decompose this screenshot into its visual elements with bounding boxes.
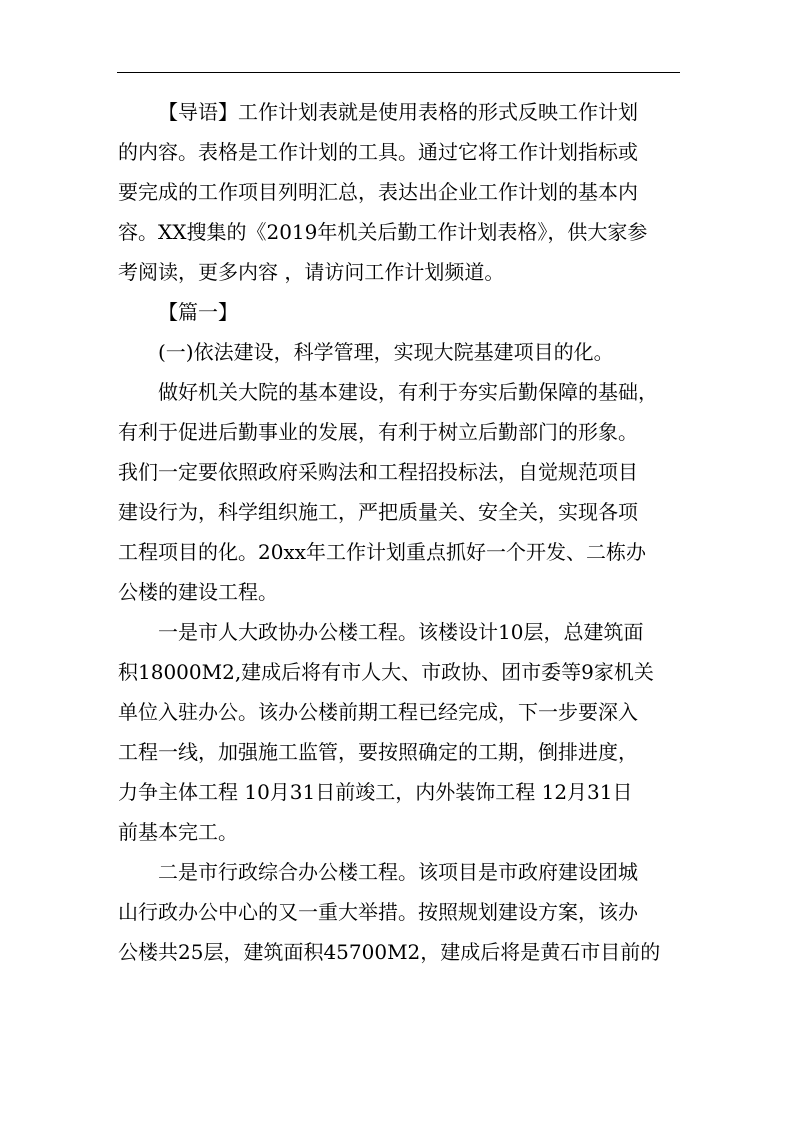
text-line: 山行政办公中心的又一重大举措。按照规划建设方案，该办 [118, 900, 638, 924]
text-line: 做好机关大院的基本建设，有利于夯实后勤保障的基础， [158, 380, 658, 404]
text-line: 【导语】工作计划表就是使用表格的形式反映工作计划 [158, 100, 638, 124]
text-line: 的内容。表格是工作计划的工具。通过它将工作计划指标或 [118, 140, 638, 164]
text-line: 积18000M2,建成后将有市人大、市政协、团市委等9家机关 [118, 660, 654, 684]
text-line: 一是市人大政协办公楼工程。该楼设计10层，总建筑面 [158, 620, 644, 644]
text-line: 前基本完工。 [118, 820, 238, 844]
text-line: 公楼的建设工程。 [118, 580, 278, 604]
subsection-heading: (一)依法建设，科学管理，实现大院基建项目的化。 [158, 340, 614, 364]
text-line: 考阅读，更多内容 ，请访问工作计划频道。 [118, 260, 505, 284]
text-line: 单位入驻办公。该办公楼前期工程已经完成，下一步要深入 [118, 700, 638, 724]
section-heading: 【篇一】 [158, 300, 238, 324]
text-line: 二是市行政综合办公楼工程。该项目是市政府建设团城 [158, 860, 638, 884]
document-body [118, 92, 678, 972]
text-line: 公楼共25层，建筑面积45700M2，建成后将是黄石市目前的 [118, 940, 661, 964]
text-line: 工程一线，加强施工监管，要按照确定的工期，倒排进度， [118, 740, 638, 764]
text-line: 有利于促进后勤事业的发展，有利于树立后勤部门的形象。 [118, 420, 638, 444]
text-line: 力争主体工程 10月31日前竣工，内外装饰工程 12月31日 [118, 780, 633, 804]
text-line: 我们一定要依照政府采购法和工程招投标法，自觉规范项目 [118, 460, 638, 484]
text-line: 容。XX搜集的《2019年机关后勤工作计划表格》，供大家参 [118, 220, 648, 244]
text-line: 要完成的工作项目列明汇总，表达出企业工作计划的基本内 [118, 180, 638, 204]
header-rule [117, 72, 680, 73]
text-line: 建设行为，科学组织施工，严把质量关、安全关，实现各项 [118, 500, 638, 524]
text-line: 工程项目的化。20xx年工作计划重点抓好一个开发、二栋办 [118, 540, 647, 564]
